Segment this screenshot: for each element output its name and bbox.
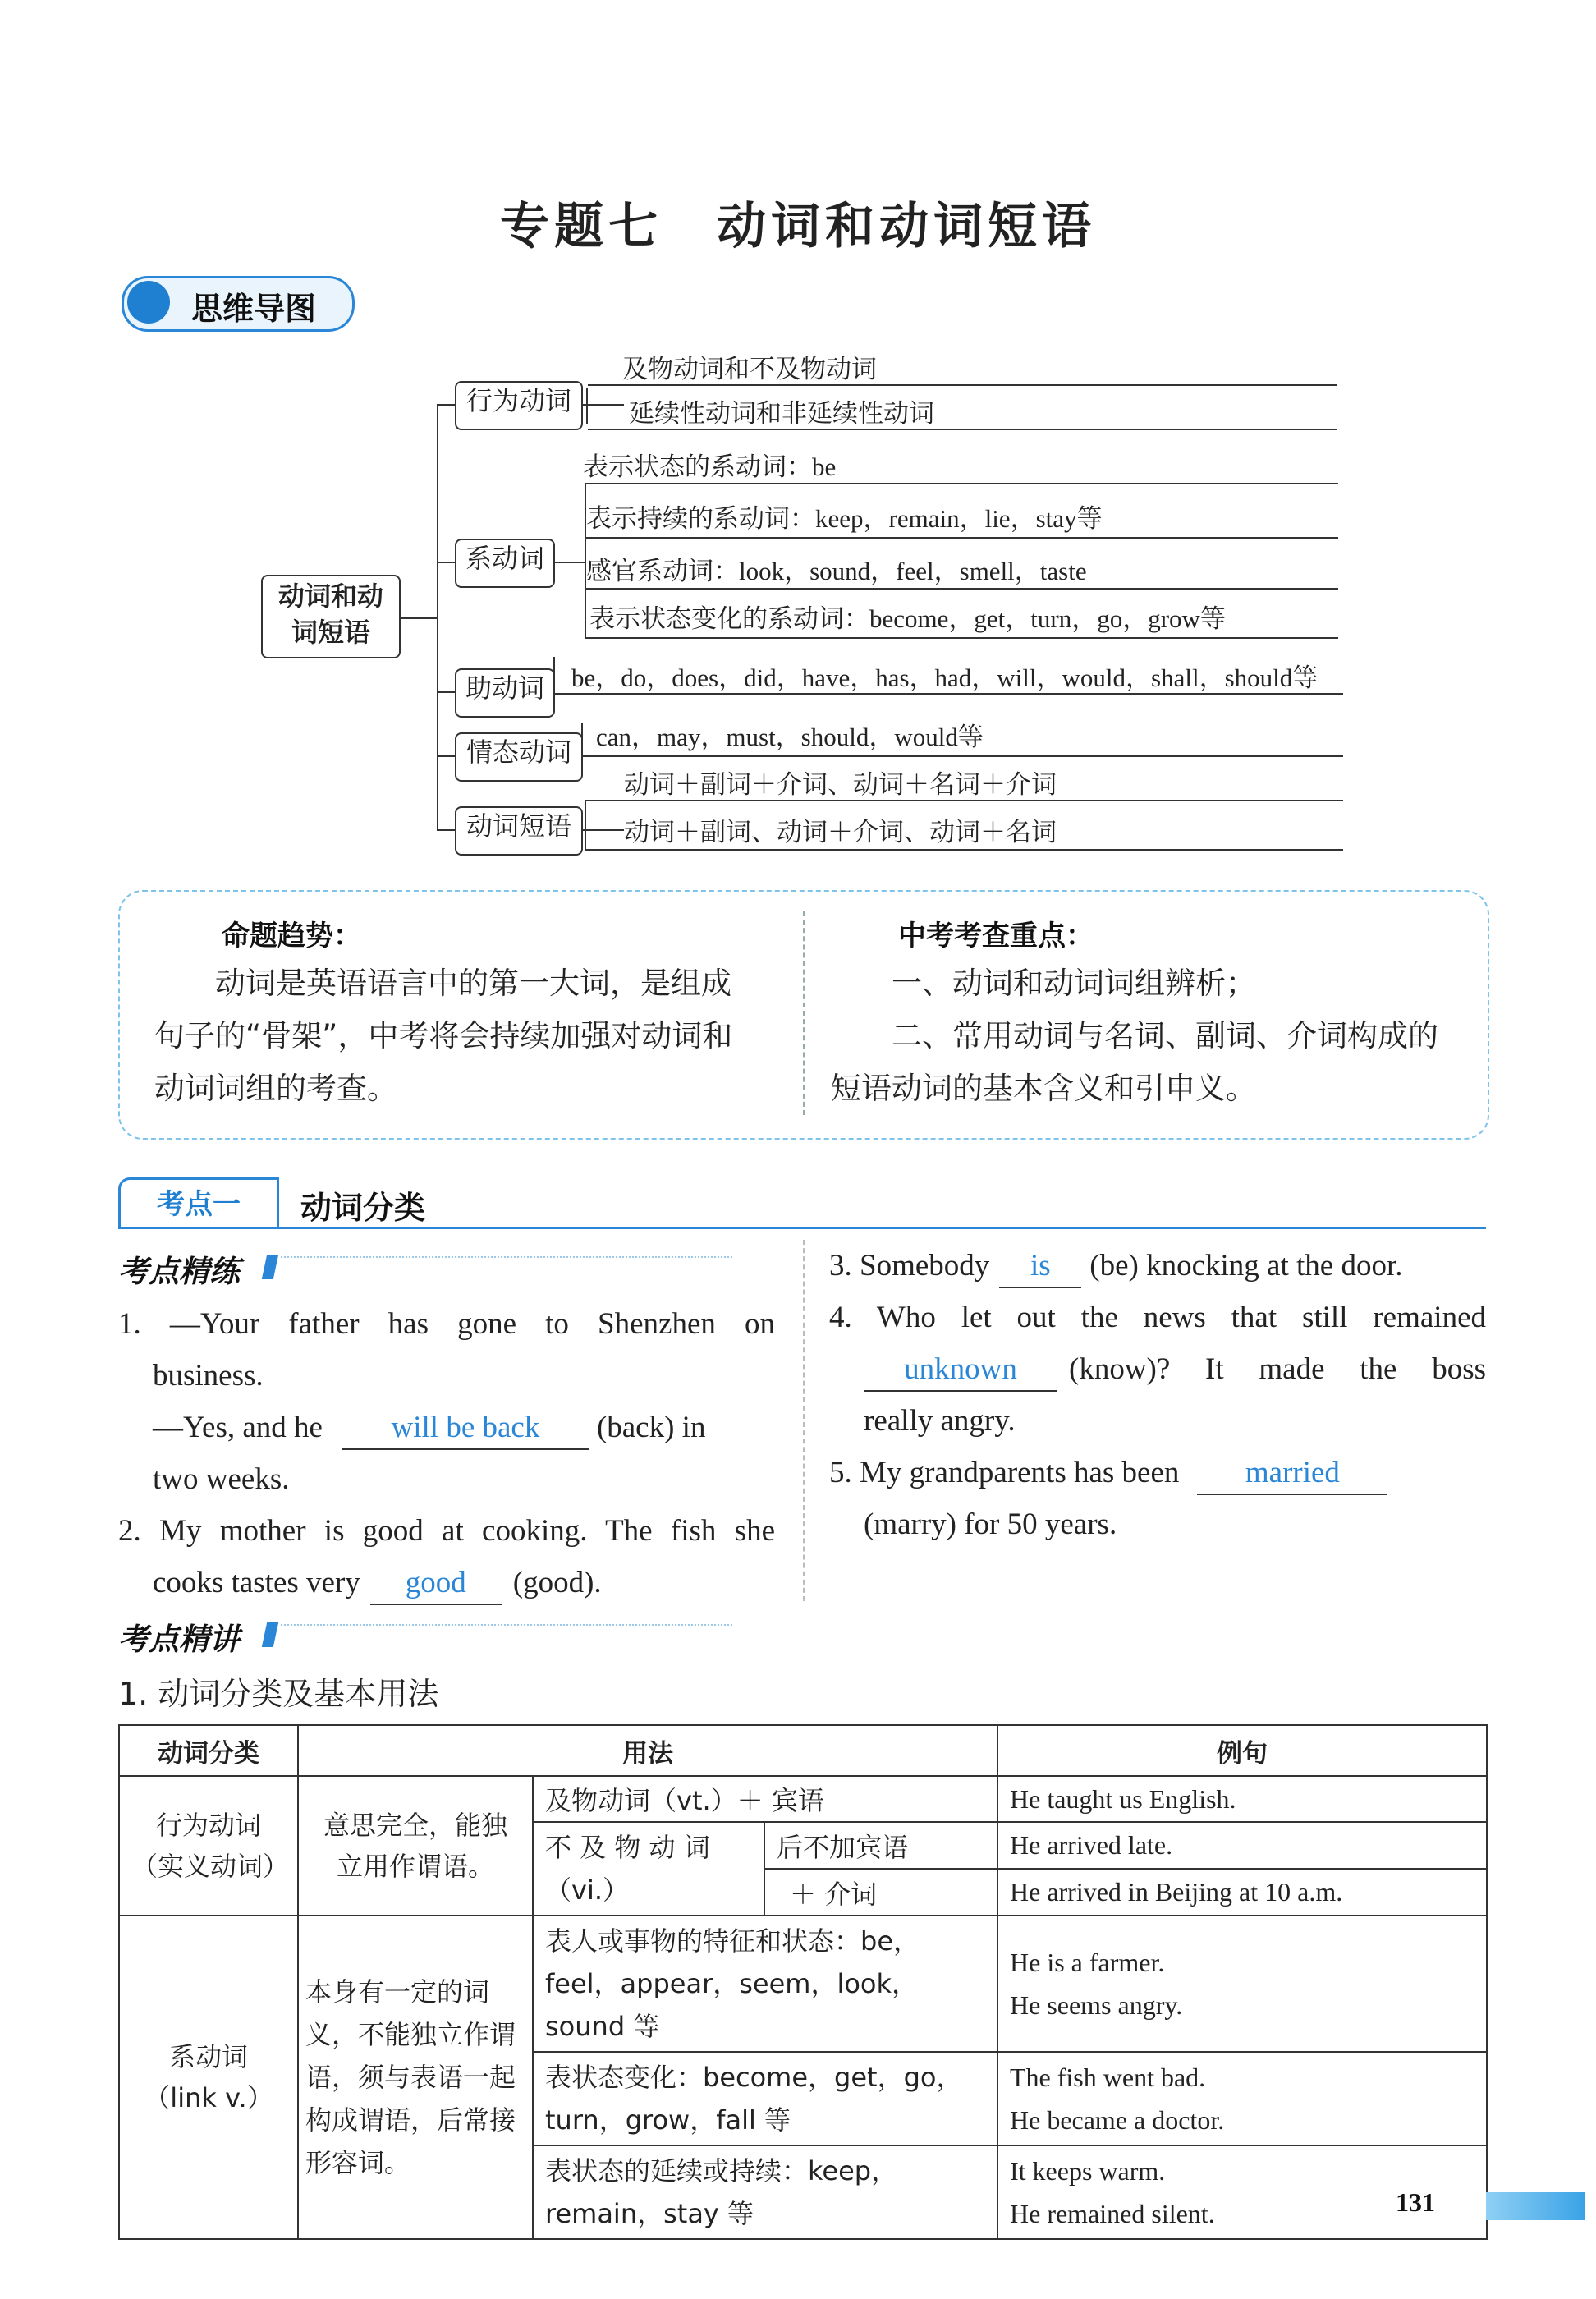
question-text: 1. —Your father has gone to Shenzhen on (118, 1307, 775, 1341)
connector (399, 617, 438, 619)
question-4 (829, 1292, 1486, 1447)
question-text: 3. Somebody (829, 1249, 990, 1283)
table-cell: 表状态的延续或持续：keep，remain，stay 等 (533, 2145, 998, 2239)
connector (581, 723, 583, 757)
table-cell: 及物动词（vt.）＋ 宾语 (533, 1776, 998, 1822)
question-text: 2. My mother is good at cooking. The fish she (118, 1514, 775, 1548)
table-cell: 意思完全，能独 立用作谓语。 (298, 1776, 533, 1916)
leaf: 表示状态的系动词：be (583, 452, 837, 481)
answer-blank[interactable]: married (1197, 1452, 1387, 1495)
table-caption: 1. 动词分类及基本用法 (118, 1676, 439, 1712)
answer-blank[interactable]: will be back (342, 1407, 589, 1450)
focus-line: 一、动词和动词词组辨析； (831, 966, 1256, 1001)
connector (585, 537, 1338, 539)
table-header: 动词分类 (119, 1725, 298, 1776)
question-text: (good). (512, 1566, 602, 1599)
connector (586, 388, 588, 424)
connector (437, 829, 455, 831)
connector (437, 562, 455, 563)
page-number: 131 (1396, 2187, 1435, 2217)
focus-text (831, 957, 1479, 1115)
connector (585, 800, 1343, 801)
section-title: 动词分类 (300, 1190, 426, 1226)
question-text: (know)? It made the boss (1069, 1352, 1486, 1386)
mindmap-badge-label: 思维导图 (191, 291, 317, 327)
connector (581, 755, 1343, 757)
question-text: (be) knocking at the door. (1089, 1249, 1403, 1283)
connector (437, 691, 455, 693)
connector (585, 483, 1338, 484)
trend-text (154, 957, 795, 1115)
branch-modal-verb: 情态动词 (455, 732, 583, 782)
connector (588, 384, 1337, 386)
table-cell: He is a farmer. He seems angry. (998, 1916, 1487, 2052)
connector (585, 588, 1338, 590)
connector (585, 637, 1338, 639)
practice-heading: 考点精练 (118, 1254, 240, 1289)
connector (437, 755, 455, 757)
table-cell: 表状态变化：become，get，go，turn，grow，fall 等 (533, 2052, 998, 2145)
question-1 (118, 1298, 775, 1505)
connector (588, 429, 1337, 430)
table-cell: It keeps warm. He remained silent. (998, 2145, 1487, 2239)
leaf: can，may，must，should，would等 (596, 723, 984, 751)
lecture-heading: 考点精讲 (118, 1622, 240, 1657)
table-cell: He arrived late. (998, 1822, 1487, 1869)
leaf: 动词＋副词、动词＋介词、动词＋名词 (624, 818, 1057, 847)
table-header: 用法 (298, 1725, 998, 1776)
connector (553, 657, 555, 693)
question-text: 4. Who let out the news that still remained (829, 1301, 1486, 1334)
question-text: —Yes, and he (153, 1411, 323, 1444)
branch-action-verb: 行为动词 (455, 381, 583, 430)
leaf: be，do，does，did，have，has，had，will，would，shall，should等 (571, 663, 1319, 692)
question-text: (back) in (596, 1411, 706, 1444)
question-text: two weeks. (153, 1462, 290, 1496)
branch-phrasal-verb: 动词短语 (455, 806, 583, 856)
table-cell: 行为动词 （实义动词） (119, 1776, 298, 1916)
question-text: business. (153, 1359, 264, 1393)
section-tab: 考点一 (118, 1177, 279, 1229)
table-cell: 本身有一定的词义，不能独立作谓语，须与表语一起构成谓语，后常接形容词。 (298, 1916, 533, 2239)
heading-mark (262, 1255, 278, 1279)
table-header: 例句 (998, 1725, 1487, 1776)
leaf: 感官系动词：look，sound，feel，smell，taste (586, 557, 1087, 585)
question-text: cooks tastes very (153, 1566, 360, 1599)
focus-line: 短语动词的基本含义和引申义。 (831, 1071, 1256, 1106)
question-5 (829, 1447, 1486, 1550)
divider (281, 1624, 732, 1626)
leaf: 表示状态变化的系动词：become，get，turn，go，grow等 (589, 604, 1226, 633)
page-number-bar (1486, 2192, 1585, 2220)
connector (437, 404, 455, 406)
branch-auxiliary-verb: 助动词 (455, 668, 555, 718)
leaf: 延续性动词和非延续性动词 (629, 399, 934, 428)
question-3 (829, 1240, 1486, 1292)
answer-blank[interactable]: unknown (864, 1349, 1057, 1392)
connector (585, 801, 586, 851)
connector (553, 562, 586, 563)
mindmap-root: 动词和动 词短语 (261, 575, 401, 658)
question-text: (marry) for 50 years. (864, 1507, 1117, 1541)
leaf: 动词＋副词＋介词、动词＋名词＋介词 (624, 770, 1057, 799)
trend-line: 动词词组的考查。 (154, 1071, 397, 1106)
brain-icon (127, 281, 170, 324)
branch-link-verb: 系动词 (455, 539, 555, 588)
leaf: 表示持续的系动词：keep，remain，lie，stay等 (586, 504, 1103, 533)
trend-heading: 命题趋势： (222, 920, 361, 952)
table-cell: 系动词 （link v.） (119, 1916, 298, 2239)
divider (803, 911, 805, 1115)
question-text: 5. My grandparents has been (829, 1456, 1180, 1489)
connector (585, 849, 1343, 851)
focus-heading: 中考考查重点： (898, 920, 1094, 952)
connector (581, 829, 624, 831)
trend-line: 句子的“骨架”，中考将会持续加强对动词和 (154, 1018, 733, 1053)
mindmap-badge (122, 276, 355, 332)
heading-mark (262, 1622, 278, 1647)
table-cell: He taught us English. (998, 1776, 1487, 1822)
focus-line: 二、常用动词与名词、副词、介词构成的 (831, 1018, 1438, 1053)
answer-blank[interactable]: is (999, 1246, 1081, 1288)
table-cell: The fish went bad. He became a doctor. (998, 2052, 1487, 2145)
leaf: 及物动词和不及物动词 (622, 355, 877, 383)
answer-blank[interactable]: good (370, 1562, 502, 1605)
connector (437, 404, 438, 831)
exam-trend-box (118, 890, 1489, 1140)
verb-classification-table (118, 1724, 1488, 2240)
divider (281, 1256, 732, 1258)
question-text: really angry. (864, 1404, 1016, 1438)
question-2 (118, 1505, 775, 1608)
table-cell: 表人或事物的特征和状态：be，feel，appear，seem，look，sound 等 (533, 1916, 998, 2052)
column-divider (803, 1240, 805, 1601)
table-cell: 后不加宾语 (764, 1822, 998, 1869)
page-title: 专题七 动词和动词短语 (500, 198, 1096, 255)
table-cell: ＋ 介词 (764, 1869, 998, 1916)
table-cell: He arrived in Beijing at 10 a.m. (998, 1869, 1487, 1916)
table-cell: 不 及 物 动 词 （vi.） (533, 1822, 764, 1916)
trend-line: 动词是英语语言中的第一大词，是组成 (154, 966, 732, 1001)
connector (553, 693, 1343, 695)
